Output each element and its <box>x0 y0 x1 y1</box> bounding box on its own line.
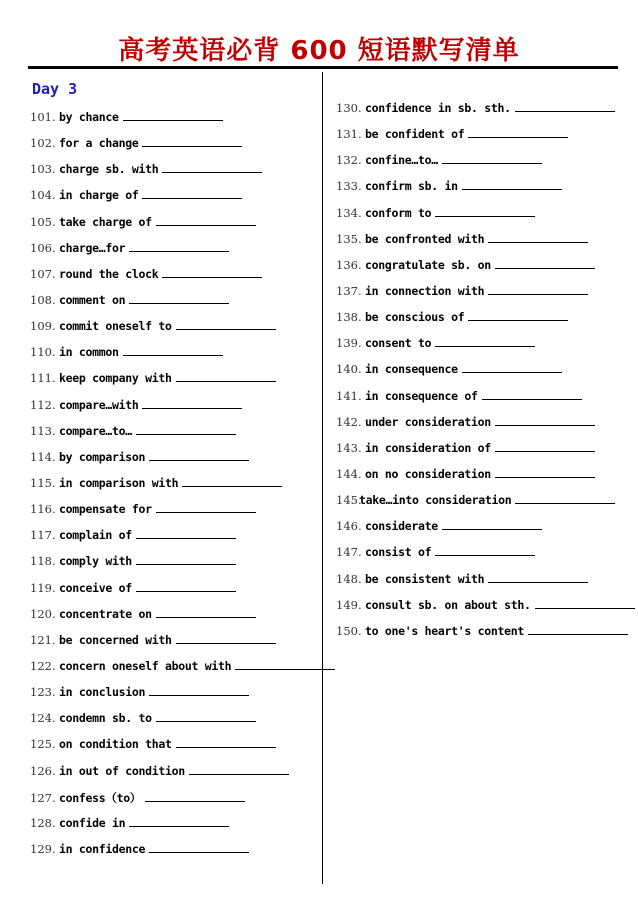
answer-blank[interactable] <box>129 302 229 304</box>
item-number: 112. <box>30 397 56 412</box>
item-number: 144. <box>336 466 362 481</box>
item-phrase: be conscious of <box>365 310 465 325</box>
item-number: 109. <box>30 319 56 334</box>
item-number: 139. <box>336 336 362 351</box>
item-phrase: in conclusion <box>59 685 146 700</box>
item-number: 125. <box>30 737 56 752</box>
list-item <box>30 554 335 580</box>
item-phrase: concentrate on <box>59 606 152 621</box>
item-phrase: consist of <box>365 545 432 560</box>
answer-blank[interactable] <box>462 188 562 190</box>
answer-blank[interactable] <box>123 354 223 356</box>
item-phrase: condemn sb. to <box>59 711 152 726</box>
page-title: 高考英语必背 600 短语默写清单 <box>118 36 520 66</box>
item-phrase: confide in <box>59 815 126 830</box>
item-phrase: under consideration <box>365 414 491 429</box>
list-item <box>336 362 635 388</box>
item-number: 136. <box>336 257 362 272</box>
item-phrase: in confidence <box>59 841 146 856</box>
title-divider <box>28 66 618 69</box>
item-phrase: considerate <box>365 519 438 534</box>
list-item <box>30 293 335 319</box>
list-item <box>30 450 335 476</box>
item-number: 111. <box>30 371 56 386</box>
answer-blank[interactable] <box>495 424 595 426</box>
item-number: 107. <box>30 266 56 281</box>
answer-blank[interactable] <box>468 136 568 138</box>
item-phrase: keep company with <box>59 371 172 386</box>
item-phrase: in out of condition <box>59 763 185 778</box>
answer-blank[interactable] <box>488 293 588 295</box>
day-heading: Day 3 <box>32 80 78 98</box>
list-item <box>336 441 635 467</box>
item-phrase: conform to <box>365 205 432 220</box>
list-item <box>30 215 335 241</box>
item-phrase: for a change <box>59 136 139 151</box>
list-item <box>30 528 335 554</box>
answer-blank[interactable] <box>442 162 542 164</box>
item-phrase: comment on <box>59 292 126 307</box>
item-number: 133. <box>336 179 362 194</box>
item-number: 110. <box>30 345 56 360</box>
list-item <box>30 659 335 685</box>
item-number: 113. <box>30 423 56 438</box>
item-number: 104. <box>30 188 56 203</box>
item-phrase: by chance <box>59 110 119 124</box>
answer-blank[interactable] <box>515 110 615 112</box>
item-number: 148. <box>336 571 362 586</box>
answer-blank[interactable] <box>136 537 236 539</box>
list-item <box>30 711 335 737</box>
item-number: 134. <box>336 205 362 220</box>
item-number: 101. <box>30 110 56 124</box>
answer-blank[interactable] <box>156 616 256 618</box>
answer-blank[interactable] <box>149 851 249 853</box>
item-phrase: complain of <box>59 528 132 543</box>
answer-blank[interactable] <box>435 215 535 217</box>
item-phrase: be concerned with <box>59 632 172 647</box>
answer-blank[interactable] <box>162 171 262 173</box>
item-phrase: in consequence <box>365 362 458 377</box>
item-number: 138. <box>336 310 362 325</box>
list-item <box>336 624 635 650</box>
list-item <box>336 101 635 127</box>
item-phrase: compare…to… <box>59 423 132 438</box>
answer-blank[interactable] <box>136 590 236 592</box>
answer-blank[interactable] <box>136 433 236 435</box>
item-phrase: commit oneself to <box>59 319 172 334</box>
answer-blank[interactable] <box>482 398 582 400</box>
answer-blank[interactable] <box>435 554 535 556</box>
right-column <box>336 101 635 650</box>
item-number: 141. <box>336 388 362 403</box>
item-phrase: comply with <box>59 554 132 569</box>
item-phrase: in consequence of <box>365 388 478 403</box>
list-item <box>30 319 335 345</box>
item-number: 129. <box>30 841 56 856</box>
list-item <box>336 206 635 232</box>
item-number: 145. <box>336 493 362 508</box>
item-phrase: in comparison with <box>59 475 179 490</box>
list-item <box>336 389 635 415</box>
item-number: 124. <box>30 711 56 726</box>
list-item <box>336 415 635 441</box>
list-item <box>30 790 335 816</box>
answer-blank[interactable] <box>235 668 335 670</box>
item-number: 105. <box>30 214 56 229</box>
item-phrase: charge…for <box>59 240 126 255</box>
item-phrase: in connection with <box>365 283 485 298</box>
list-item <box>30 136 335 162</box>
answer-blank[interactable] <box>176 328 276 330</box>
list-item <box>30 816 335 842</box>
answer-blank[interactable] <box>488 241 588 243</box>
item-phrase: confine…to… <box>365 153 438 168</box>
answer-blank[interactable] <box>123 119 223 121</box>
item-number: 140. <box>336 362 362 377</box>
list-item <box>30 633 335 659</box>
answer-blank[interactable] <box>488 581 588 583</box>
item-number: 126. <box>30 763 56 778</box>
answer-blank[interactable] <box>176 746 276 748</box>
item-phrase: take charge of <box>59 214 152 229</box>
list-item <box>30 241 335 267</box>
item-number: 128. <box>30 815 56 830</box>
list-item <box>30 267 335 293</box>
item-phrase: on no consideration <box>365 466 491 481</box>
item-number: 116. <box>30 502 56 517</box>
item-number: 119. <box>30 580 56 595</box>
item-number: 114. <box>30 449 56 464</box>
list-item <box>30 345 335 371</box>
answer-blank[interactable] <box>142 145 242 147</box>
left-column <box>30 110 335 868</box>
answer-blank[interactable] <box>145 800 245 802</box>
answer-blank[interactable] <box>515 502 615 504</box>
list-item <box>30 371 335 397</box>
item-number: 130. <box>336 101 362 115</box>
item-phrase: be consistent with <box>365 571 485 586</box>
answer-blank[interactable] <box>495 267 595 269</box>
item-number: 117. <box>30 528 56 543</box>
item-number: 108. <box>30 292 56 307</box>
item-phrase: conceive of <box>59 580 132 595</box>
item-phrase: congratulate sb. on <box>365 257 491 272</box>
item-phrase: confidence in sb. sth. <box>365 101 511 115</box>
answer-blank[interactable] <box>176 642 276 644</box>
item-phrase: in charge of <box>59 188 139 203</box>
answer-blank[interactable] <box>495 450 595 452</box>
item-number: 115. <box>30 475 56 490</box>
item-number: 146. <box>336 519 362 534</box>
item-number: 147. <box>336 545 362 560</box>
list-item <box>30 581 335 607</box>
item-number: 135. <box>336 231 362 246</box>
item-number: 122. <box>30 658 56 673</box>
list-item <box>336 336 635 362</box>
item-phrase: confirm sb. in <box>365 179 458 194</box>
list-item <box>30 737 335 763</box>
answer-blank[interactable] <box>535 607 635 609</box>
list-item <box>336 284 635 310</box>
list-item <box>336 519 635 545</box>
answer-blank[interactable] <box>129 825 229 827</box>
list-item <box>336 467 635 493</box>
item-phrase: concern oneself about with <box>59 658 232 673</box>
list-item <box>30 685 335 711</box>
item-number: 106. <box>30 240 56 255</box>
list-item <box>336 572 635 598</box>
list-item <box>30 502 335 528</box>
list-item <box>30 424 335 450</box>
list-item <box>30 607 335 633</box>
item-number: 102. <box>30 136 56 151</box>
item-phrase: charge sb. with <box>59 162 159 177</box>
item-number: 132. <box>336 153 362 168</box>
answer-blank[interactable] <box>142 197 242 199</box>
item-phrase: consent to <box>365 336 432 351</box>
item-number: 123. <box>30 685 56 700</box>
answer-blank[interactable] <box>189 773 289 775</box>
list-item <box>336 258 635 284</box>
list-item <box>336 127 635 153</box>
answer-blank[interactable] <box>129 250 229 252</box>
item-phrase: in common <box>59 345 119 360</box>
answer-blank[interactable] <box>156 511 256 513</box>
list-item <box>30 764 335 790</box>
answer-blank[interactable] <box>149 459 249 461</box>
list-item <box>30 842 335 868</box>
answer-blank[interactable] <box>182 485 282 487</box>
item-phrase: be confident of <box>365 127 465 142</box>
answer-blank[interactable] <box>442 528 542 530</box>
list-item <box>30 110 335 136</box>
list-item <box>336 598 635 624</box>
item-phrase: by comparison <box>59 449 146 464</box>
item-number: 150. <box>336 623 362 638</box>
item-phrase: in consideration of <box>365 440 491 455</box>
answer-blank[interactable] <box>468 319 568 321</box>
list-item <box>336 232 635 258</box>
list-item <box>30 398 335 424</box>
list-item <box>336 153 635 179</box>
item-number: 142. <box>336 414 362 429</box>
answer-blank[interactable] <box>162 276 262 278</box>
item-number: 143. <box>336 440 362 455</box>
answer-blank[interactable] <box>136 563 236 565</box>
item-phrase: confess（to） <box>59 790 142 805</box>
list-item <box>336 179 635 205</box>
item-number: 121. <box>30 632 56 647</box>
answer-blank[interactable] <box>495 476 595 478</box>
item-number: 103. <box>30 162 56 177</box>
item-phrase: compare…with <box>59 397 139 412</box>
answer-blank[interactable] <box>528 633 628 635</box>
list-item <box>30 188 335 214</box>
item-phrase: take…into consideration <box>359 493 512 508</box>
item-phrase: compensate for <box>59 502 152 517</box>
item-phrase: on condition that <box>59 737 172 752</box>
answer-blank[interactable] <box>156 224 256 226</box>
item-number: 127. <box>30 790 56 805</box>
item-number: 131. <box>336 127 362 142</box>
item-phrase: round the clock <box>59 266 159 281</box>
list-item <box>336 545 635 571</box>
list-item <box>30 476 335 502</box>
answer-blank[interactable] <box>142 407 242 409</box>
list-item <box>336 493 635 519</box>
answer-blank[interactable] <box>435 345 535 347</box>
item-number: 118. <box>30 554 56 569</box>
list-item <box>336 310 635 336</box>
item-number: 149. <box>336 597 362 612</box>
answer-blank[interactable] <box>156 720 256 722</box>
item-number: 120. <box>30 606 56 621</box>
item-phrase: consult sb. on about sth. <box>365 597 531 612</box>
answer-blank[interactable] <box>149 694 249 696</box>
item-phrase: to one's heart's content <box>365 623 524 638</box>
answer-blank[interactable] <box>462 371 562 373</box>
item-phrase: be confronted with <box>365 231 485 246</box>
answer-blank[interactable] <box>176 380 276 382</box>
item-number: 137. <box>336 283 362 298</box>
list-item <box>30 162 335 188</box>
